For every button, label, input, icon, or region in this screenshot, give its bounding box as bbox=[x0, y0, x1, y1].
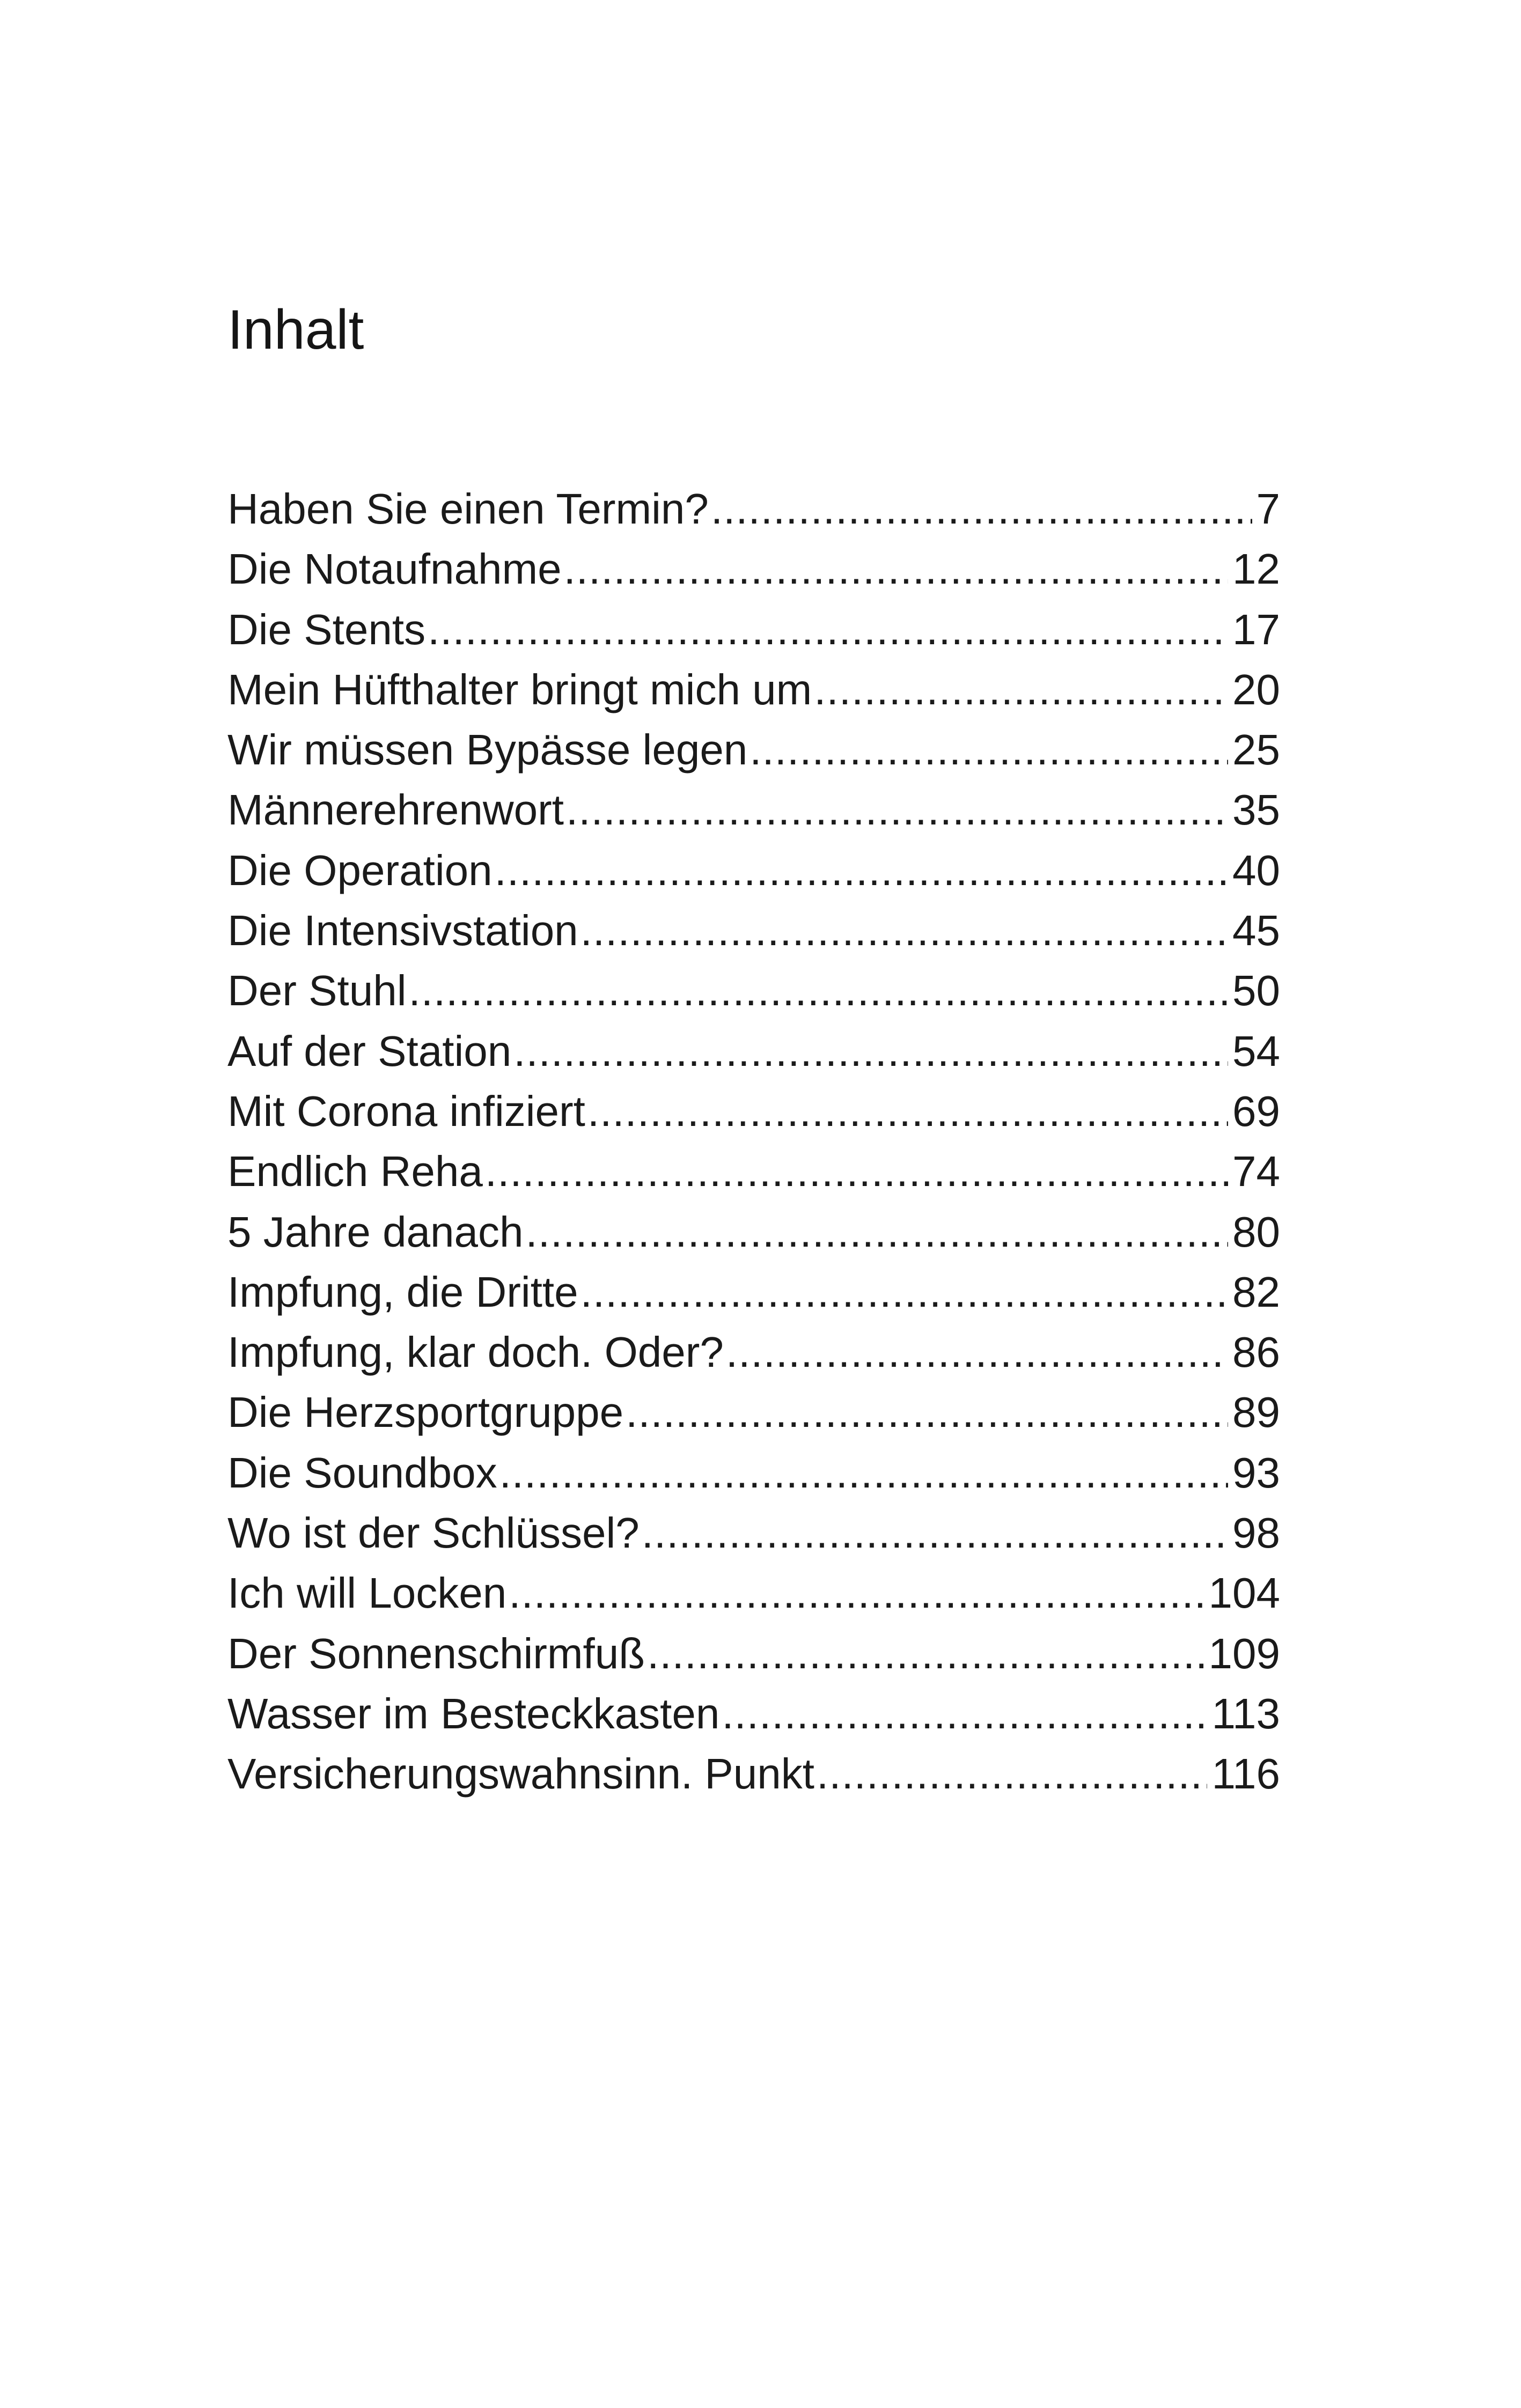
toc-dot-leader bbox=[587, 1081, 1228, 1142]
toc-entry-title: Impfung, klar doch. Oder? bbox=[227, 1328, 724, 1376]
toc-dot-leader bbox=[711, 479, 1252, 539]
toc-entry-page: 45 bbox=[1232, 907, 1280, 955]
toc-entry-page: 50 bbox=[1232, 967, 1280, 1015]
toc-entry-title: Auf der Station bbox=[227, 1027, 512, 1075]
toc-entry bbox=[227, 1382, 1280, 1442]
toc-dot-leader bbox=[814, 660, 1228, 720]
toc-entry-page: 116 bbox=[1211, 1750, 1280, 1798]
toc-dot-leader bbox=[750, 720, 1228, 780]
toc-entry-page: 98 bbox=[1232, 1509, 1280, 1557]
toc-dot-leader bbox=[485, 1142, 1228, 1202]
toc-entry bbox=[227, 1684, 1280, 1744]
toc-entry bbox=[227, 660, 1280, 720]
toc-entry-title: Haben Sie einen Termin? bbox=[227, 485, 709, 533]
toc-dot-leader bbox=[509, 1563, 1204, 1623]
toc-entry-title: 5 Jahre danach bbox=[227, 1207, 524, 1256]
toc-dot-leader bbox=[428, 600, 1228, 660]
toc-entry-title: Die Notaufnahme bbox=[227, 545, 562, 593]
toc-entry-title: Der Sonnenschirmfuß bbox=[227, 1629, 645, 1677]
toc-entry bbox=[227, 1142, 1280, 1202]
toc-entry-title: Die Soundbox bbox=[227, 1448, 497, 1497]
toc-dot-leader bbox=[626, 1382, 1228, 1442]
toc-entry-title: Die Operation bbox=[227, 846, 493, 894]
toc-dot-leader bbox=[566, 780, 1228, 840]
toc-entry-page: 86 bbox=[1232, 1328, 1280, 1376]
toc-dot-leader bbox=[722, 1684, 1207, 1744]
toc-entry bbox=[227, 961, 1280, 1021]
toc-entry-page: 25 bbox=[1232, 726, 1280, 774]
toc-entry bbox=[227, 1563, 1280, 1623]
toc-entry bbox=[227, 1744, 1280, 1804]
toc-dot-leader bbox=[495, 841, 1228, 901]
toc-entry bbox=[227, 1202, 1280, 1262]
toc-dot-leader bbox=[499, 1443, 1228, 1503]
toc-entry-page: 93 bbox=[1232, 1448, 1280, 1497]
toc-entry-page: 7 bbox=[1256, 485, 1280, 533]
toc-entry-title: Endlich Reha bbox=[227, 1147, 483, 1196]
toc-entry-title: Mit Corona infiziert bbox=[227, 1087, 585, 1135]
toc-entry-page: 17 bbox=[1232, 605, 1280, 653]
toc-entry-title: Der Stuhl bbox=[227, 967, 407, 1015]
toc-dot-leader bbox=[642, 1503, 1228, 1563]
toc-entry-title: Versicherungswahnsinn. Punkt bbox=[227, 1750, 814, 1798]
toc-entry bbox=[227, 720, 1280, 780]
toc-entry-title: Männerehrenwort bbox=[227, 786, 564, 834]
toc-entry bbox=[227, 600, 1280, 660]
toc-dot-leader bbox=[726, 1322, 1228, 1382]
toc-entry-page: 113 bbox=[1211, 1689, 1280, 1737]
toc-dot-leader bbox=[817, 1744, 1207, 1804]
toc-dot-leader bbox=[647, 1624, 1204, 1684]
toc-entry bbox=[227, 1322, 1280, 1382]
toc-entry bbox=[227, 780, 1280, 840]
toc-entry-title: Ich will Locken bbox=[227, 1569, 507, 1617]
toc-entry bbox=[227, 1503, 1280, 1563]
toc-entry-page: 20 bbox=[1232, 665, 1280, 713]
toc-entry bbox=[227, 539, 1280, 599]
toc-entry-title: Wo ist der Schlüssel? bbox=[227, 1509, 640, 1557]
toc-entry-title: Impfung, die Dritte bbox=[227, 1268, 578, 1316]
toc-entry bbox=[227, 1081, 1280, 1142]
toc-entry bbox=[227, 841, 1280, 901]
toc-entry-title: Wir müssen Bypässe legen bbox=[227, 726, 748, 774]
toc-entry-page: 35 bbox=[1232, 786, 1280, 834]
toc-entry-page: 69 bbox=[1232, 1087, 1280, 1135]
toc-entry-title: Die Stents bbox=[227, 605, 426, 653]
toc-dot-leader bbox=[408, 961, 1228, 1021]
toc-dot-leader bbox=[581, 901, 1228, 961]
toc-entry-page: 109 bbox=[1208, 1629, 1280, 1677]
table-of-contents bbox=[227, 479, 1280, 1805]
toc-entry bbox=[227, 1021, 1280, 1081]
toc-entry bbox=[227, 901, 1280, 961]
toc-dot-leader bbox=[564, 539, 1228, 599]
toc-dot-leader bbox=[526, 1202, 1228, 1262]
toc-entry-page: 74 bbox=[1232, 1147, 1280, 1196]
toc-entry-page: 104 bbox=[1208, 1569, 1280, 1617]
toc-entry bbox=[227, 1443, 1280, 1503]
toc-entry-title: Die Intensivstation bbox=[227, 907, 578, 955]
toc-entry bbox=[227, 479, 1280, 539]
toc-entry bbox=[227, 1262, 1280, 1322]
toc-entry-page: 12 bbox=[1232, 545, 1280, 593]
toc-entry bbox=[227, 1624, 1280, 1684]
toc-entry-page: 54 bbox=[1232, 1027, 1280, 1075]
toc-entry-page: 89 bbox=[1232, 1388, 1280, 1437]
toc-entry-title: Wasser im Besteckkasten bbox=[227, 1689, 720, 1737]
toc-entry-page: 80 bbox=[1232, 1207, 1280, 1256]
toc-dot-leader bbox=[581, 1262, 1228, 1322]
toc-dot-leader bbox=[513, 1021, 1228, 1081]
toc-entry-page: 82 bbox=[1232, 1268, 1280, 1316]
toc-heading: Inhalt bbox=[227, 299, 364, 361]
toc-entry-page: 40 bbox=[1232, 846, 1280, 894]
toc-entry-title: Mein Hüfthalter bringt mich um bbox=[227, 665, 812, 713]
toc-entry-title: Die Herzsportgruppe bbox=[227, 1388, 624, 1437]
